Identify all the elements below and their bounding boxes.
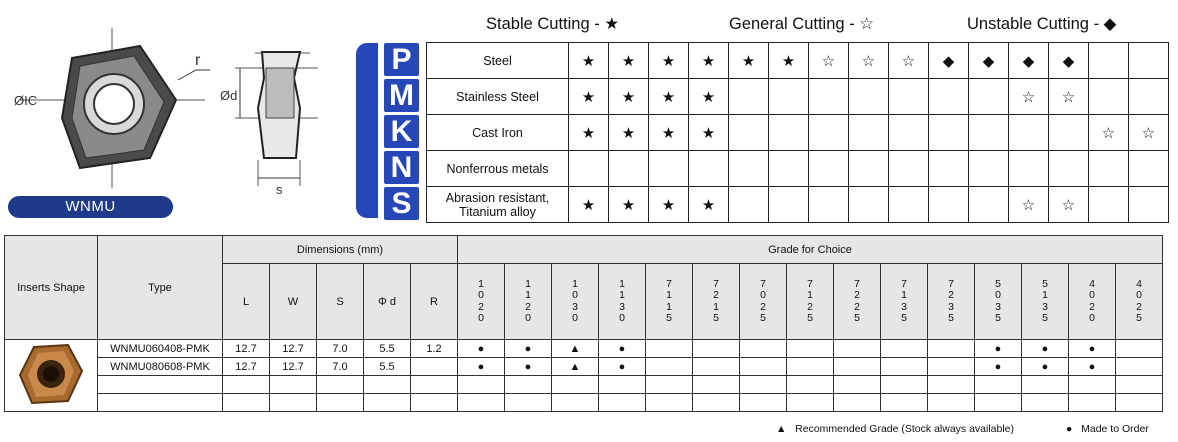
grade-mark (599, 376, 646, 394)
grade-mark (599, 394, 646, 412)
grade-mark: ▲ (552, 340, 599, 358)
cutting-condition-cell (1089, 43, 1129, 79)
cutting-condition-cell (849, 115, 889, 151)
material-letter-m: M (384, 79, 419, 112)
footer-made-to-order: ● Made to Order (1066, 423, 1149, 435)
ic-label: ØIC (14, 93, 38, 108)
legend-general: General Cutting - ☆ (729, 15, 875, 33)
material-name: Stainless Steel (427, 79, 569, 115)
grade-mark: ● (1069, 358, 1116, 376)
cutting-condition-cell (1049, 115, 1089, 151)
cutting-condition-cell (1129, 79, 1169, 115)
cutting-condition-cell (1009, 151, 1049, 187)
cutting-condition-cell: ☆ (1089, 115, 1129, 151)
cutting-condition-cell: ★ (609, 115, 649, 151)
dimension-value: 12.7 (223, 358, 270, 376)
material-name: Cast Iron (427, 115, 569, 151)
grade-mark (881, 376, 928, 394)
grade-column-header (646, 264, 693, 340)
cutting-condition-cell (969, 151, 1009, 187)
grade-mark (928, 394, 975, 412)
dimension-value (270, 376, 317, 394)
cutting-condition-cell: ★ (689, 187, 729, 223)
grade-column-header (693, 264, 740, 340)
grade-column-header (740, 264, 787, 340)
cutting-condition-cell: ★ (569, 43, 609, 79)
cutting-condition-cell: ★ (649, 79, 689, 115)
dimension-value (270, 394, 317, 412)
insert-type (98, 394, 223, 412)
dimension-value (317, 376, 364, 394)
grade-code: 7 1 1 5 (666, 277, 672, 324)
grade-mark (646, 376, 693, 394)
cutting-condition-cell (929, 151, 969, 187)
cutting-condition-cell (889, 151, 929, 187)
material-name: Abrasion resistant, Titanium alloy (427, 187, 569, 223)
cutting-condition-cell: ★ (689, 43, 729, 79)
type-header: Type (98, 236, 223, 340)
cutting-condition-cell (849, 79, 889, 115)
grade-mark (646, 340, 693, 358)
grade-mark (552, 394, 599, 412)
material-letter-n: N (384, 151, 419, 184)
dimensions-header: Dimensions (mm) (223, 236, 458, 264)
cutting-condition-cell: ☆ (809, 43, 849, 79)
dimension-column-header: Φ d (364, 264, 411, 340)
grade-mark (787, 358, 834, 376)
dimension-value (364, 394, 411, 412)
grade-mark: ● (975, 340, 1022, 358)
grade-mark (881, 358, 928, 376)
dimension-value: 12.7 (270, 358, 317, 376)
dimension-value (223, 376, 270, 394)
r-label: r (195, 52, 201, 69)
grade-mark (646, 358, 693, 376)
grade-mark (787, 376, 834, 394)
grade-mark (505, 394, 552, 412)
cutting-condition-cell (769, 79, 809, 115)
grade-mark (881, 340, 928, 358)
cutting-condition-cell (689, 151, 729, 187)
shape-name-badge: WNMU (8, 196, 173, 218)
grade-mark: ● (1069, 340, 1116, 358)
cutting-condition-cell (1089, 151, 1129, 187)
cutting-condition-cell (969, 187, 1009, 223)
cutting-condition-cell (729, 115, 769, 151)
legend-unstable: Unstable Cutting - ◆ (967, 15, 1117, 33)
grade-mark: ● (975, 358, 1022, 376)
grade-mark (928, 376, 975, 394)
grade-row (5, 358, 1163, 376)
insert-diagram (0, 18, 330, 198)
cutting-condition-cell (849, 151, 889, 187)
grade-row (5, 340, 1163, 358)
grade-mark: ▲ (552, 358, 599, 376)
cutting-condition-cell: ☆ (1049, 187, 1089, 223)
grade-mark: ● (505, 340, 552, 358)
cutting-condition-cell: ◆ (1049, 43, 1089, 79)
dimension-value (223, 394, 270, 412)
grade-code: 1 1 2 0 (525, 277, 531, 324)
cutting-condition-cell (849, 187, 889, 223)
grade-column-header (975, 264, 1022, 340)
insert-type: WNMU080608-PMK (98, 358, 223, 376)
dimension-value: 12.7 (270, 340, 317, 358)
grade-mark (881, 394, 928, 412)
d-label: Ød (220, 88, 238, 103)
dimension-value: 12.7 (223, 340, 270, 358)
cutting-condition-cell: ★ (569, 79, 609, 115)
cutting-condition-cell (929, 79, 969, 115)
cutting-condition-cell (929, 115, 969, 151)
cutting-condition-cell: ◆ (969, 43, 1009, 79)
grade-mark (975, 394, 1022, 412)
grade-column-header (599, 264, 646, 340)
cutting-condition-cell (1129, 43, 1169, 79)
cutting-condition-cell (769, 187, 809, 223)
grade-mark (787, 340, 834, 358)
grade-mark (693, 394, 740, 412)
dimension-value: 5.5 (364, 358, 411, 376)
grade-header: Grade for Choice (458, 236, 1163, 264)
material-letter-p: P (384, 43, 419, 76)
grade-mark (505, 376, 552, 394)
grade-mark (834, 376, 881, 394)
grade-mark (834, 394, 881, 412)
cutting-condition-cell: ★ (609, 43, 649, 79)
grade-mark: ● (599, 340, 646, 358)
cutting-condition-cell: ★ (689, 79, 729, 115)
grade-column-header (1022, 264, 1069, 340)
grade-mark (740, 376, 787, 394)
grade-mark: ● (458, 358, 505, 376)
material-letter-k: K (384, 115, 419, 148)
dimension-column-header: S (317, 264, 364, 340)
cutting-condition-cell (929, 187, 969, 223)
grade-mark (928, 358, 975, 376)
cutting-condition-cell (809, 79, 849, 115)
grade-mark (693, 376, 740, 394)
cutting-condition-cell: ☆ (1049, 79, 1089, 115)
cutting-condition-cell (809, 187, 849, 223)
dimension-column-header: L (223, 264, 270, 340)
cutting-condition-cell: ★ (569, 187, 609, 223)
grade-mark (693, 358, 740, 376)
cutting-condition-cell (729, 79, 769, 115)
cutting-condition-cell (809, 151, 849, 187)
material-row (427, 151, 1169, 187)
cutting-condition-cell: ★ (729, 43, 769, 79)
cutting-condition-cell: ☆ (889, 43, 929, 79)
material-row (427, 187, 1169, 223)
material-row (427, 43, 1169, 79)
grade-column-header (458, 264, 505, 340)
cutting-condition-cell: ★ (649, 115, 689, 151)
dimension-value: 1.2 (411, 340, 458, 358)
insert-type (98, 376, 223, 394)
cutting-condition-cell (1089, 187, 1129, 223)
cutting-condition-cell (649, 151, 689, 187)
cutting-condition-cell (569, 151, 609, 187)
grade-code: 7 1 2 5 (807, 277, 813, 324)
grade-mark (834, 340, 881, 358)
grade-mark (1116, 394, 1163, 412)
cutting-condition-cell (889, 79, 929, 115)
cutting-condition-cell: ☆ (1009, 79, 1049, 115)
cutting-condition-cell: ★ (609, 187, 649, 223)
grade-mark (1116, 376, 1163, 394)
dimension-value (317, 394, 364, 412)
cutting-condition-cell (729, 187, 769, 223)
material-letter-s: S (384, 187, 419, 220)
grade-column-header (881, 264, 928, 340)
cutting-condition-cell (889, 187, 929, 223)
grade-code: 5 0 3 5 (995, 277, 1001, 324)
grade-mark (740, 394, 787, 412)
material-name: Steel (427, 43, 569, 79)
grade-mark (834, 358, 881, 376)
grade-mark (1022, 394, 1069, 412)
grade-mark (458, 394, 505, 412)
grade-column-header (787, 264, 834, 340)
grade-column-header (1116, 264, 1163, 340)
grade-mark: ● (458, 340, 505, 358)
grade-mark: ● (1022, 340, 1069, 358)
dimension-value: 7.0 (317, 358, 364, 376)
grade-mark (1069, 394, 1116, 412)
dimension-value (411, 376, 458, 394)
grade-column-header (928, 264, 975, 340)
cutting-condition-cell (769, 115, 809, 151)
cutting-condition-cell: ◆ (1009, 43, 1049, 79)
cutting-condition-cell (769, 151, 809, 187)
grade-code: 7 2 1 5 (713, 277, 719, 324)
grade-code: 4 0 2 5 (1136, 277, 1142, 324)
footer-recommended: ▲ Recommended Grade (Stock always available) (776, 423, 1015, 435)
dimension-value (364, 376, 411, 394)
cutting-condition-cell (1089, 79, 1129, 115)
grade-code: 7 0 2 5 (760, 277, 766, 324)
material-row (427, 115, 1169, 151)
grade-code: 1 0 3 0 (572, 277, 578, 324)
grade-code: 7 1 3 5 (901, 277, 907, 324)
cutting-condition-cell: ★ (769, 43, 809, 79)
grade-mark (975, 376, 1022, 394)
grade-mark (646, 394, 693, 412)
grade-code: 7 2 2 5 (854, 277, 860, 324)
dimension-value: 7.0 (317, 340, 364, 358)
cutting-condition-cell (1129, 187, 1169, 223)
material-table (426, 42, 1169, 223)
grade-mark: ● (505, 358, 552, 376)
material-bracket (356, 43, 378, 218)
cutting-condition-cell: ★ (649, 187, 689, 223)
grade-mark (1069, 376, 1116, 394)
grade-mark (458, 376, 505, 394)
grade-mark (928, 340, 975, 358)
grade-mark (693, 340, 740, 358)
dimension-column-header: W (270, 264, 317, 340)
dimension-column-header: R (411, 264, 458, 340)
grade-column-header (552, 264, 599, 340)
grade-column-header (834, 264, 881, 340)
material-name: Nonferrous metals (427, 151, 569, 187)
cutting-condition-cell: ☆ (1129, 115, 1169, 151)
grade-code: 5 1 3 5 (1042, 277, 1048, 324)
cutting-condition-cell (1129, 151, 1169, 187)
grade-row (5, 394, 1163, 412)
cutting-condition-cell (969, 115, 1009, 151)
dimension-value (411, 358, 458, 376)
grade-mark: ● (599, 358, 646, 376)
cutting-condition-cell: ★ (689, 115, 729, 151)
grade-code: 7 2 3 5 (948, 277, 954, 324)
grade-table (4, 235, 1163, 412)
cutting-condition-cell: ★ (569, 115, 609, 151)
cutting-condition-cell: ★ (609, 79, 649, 115)
grade-code: 1 0 2 0 (478, 277, 484, 324)
grade-row (5, 376, 1163, 394)
cutting-condition-cell: ☆ (1009, 187, 1049, 223)
cutting-condition-cell (889, 115, 929, 151)
cutting-condition-cell (1009, 115, 1049, 151)
cutting-condition-cell (969, 79, 1009, 115)
grade-mark (552, 376, 599, 394)
dimension-value: 5.5 (364, 340, 411, 358)
grade-mark (787, 394, 834, 412)
cutting-condition-cell (609, 151, 649, 187)
grade-column-header (1069, 264, 1116, 340)
inserts-shape-header: Inserts Shape (5, 236, 98, 340)
dimension-value (411, 394, 458, 412)
cutting-condition-cell: ★ (649, 43, 689, 79)
cutting-condition-cell: ◆ (929, 43, 969, 79)
cutting-condition-cell (729, 151, 769, 187)
legend-stable: Stable Cutting - ★ (486, 15, 620, 33)
insert-type: WNMU060408-PMK (98, 340, 223, 358)
grade-mark: ● (1022, 358, 1069, 376)
s-label: s (276, 182, 283, 197)
grade-mark (1116, 340, 1163, 358)
insert-photo (5, 340, 98, 412)
grade-mark (1116, 358, 1163, 376)
material-row (427, 79, 1169, 115)
cutting-condition-cell: ☆ (849, 43, 889, 79)
cutting-condition-cell (1049, 151, 1089, 187)
grade-code: 1 1 3 0 (619, 277, 625, 324)
cutting-condition-cell (809, 115, 849, 151)
grade-code: 4 0 2 0 (1089, 277, 1095, 324)
grade-column-header (505, 264, 552, 340)
grade-mark (1022, 376, 1069, 394)
grade-mark (740, 340, 787, 358)
grade-mark (740, 358, 787, 376)
